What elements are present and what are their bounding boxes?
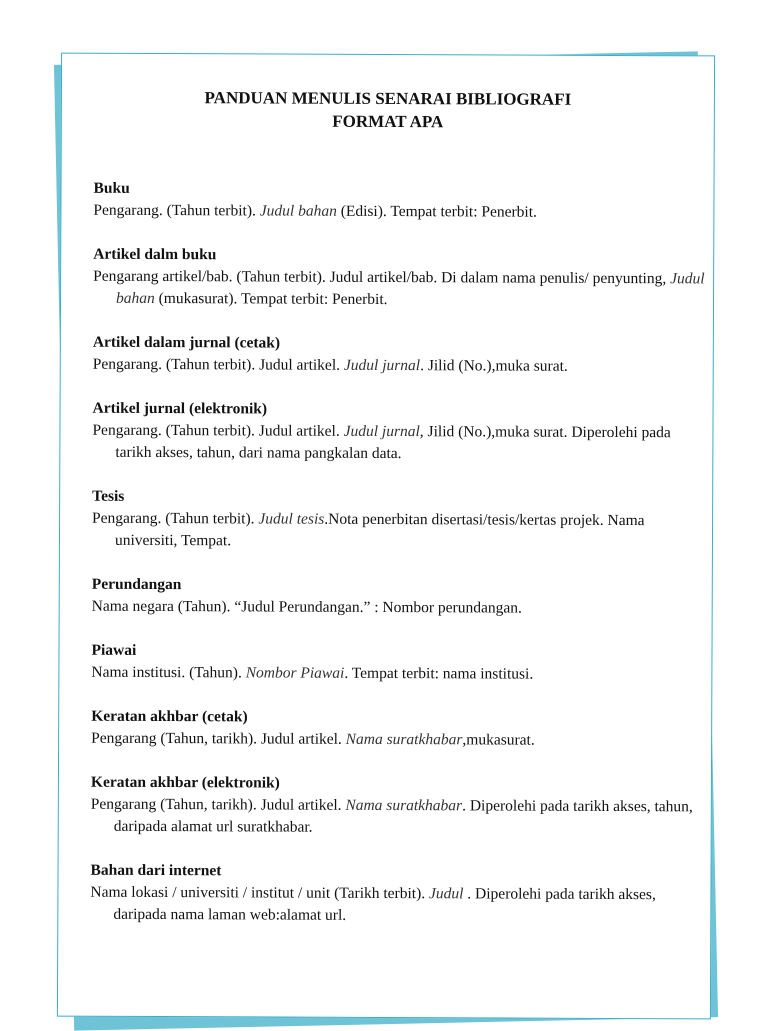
- bibliography-list: [90, 178, 705, 951]
- entry-heading: Buku: [93, 179, 130, 197]
- entry-heading: Artikel dalam jurnal (cetak): [92, 333, 281, 352]
- entry-heading: Tesis: [92, 487, 125, 505]
- title-line-2: FORMAT APA: [332, 111, 444, 132]
- entry-bahan-internet: [90, 860, 702, 929]
- entry-tesis: [92, 486, 704, 555]
- entry-heading: Piawai: [91, 641, 137, 659]
- entry-format: Nama negara (Tahun). “Judul Perundangan.” : Nombor perundangan.: [91, 597, 522, 617]
- entry-artikel-jurnal-elektronik: [92, 398, 704, 467]
- entry-heading: Bahan dari internet: [90, 861, 222, 880]
- entry-format: Pengarang (Tahun, tarikh). Judul artikel. Nama suratkhabar. Diperolehi pada tarikh akses, tahun, daripada alamat url suratkhabar.: [90, 795, 693, 836]
- document-title: [62, 86, 714, 135]
- entry-heading: Keratan akhbar (cetak): [91, 707, 248, 726]
- entry-format: Pengarang. (Tahun terbit). Judul tesis.Nota penerbitan disertasi/tesis/kertas projek. Nama universiti, Tempat.: [92, 509, 645, 550]
- entry-format: Pengarang. (Tahun terbit). Judul artikel. Judul jurnal. Jilid (No.),muka surat.: [92, 355, 568, 375]
- entry-heading: Artikel dalm buku: [93, 245, 217, 264]
- entry-artikel-jurnal-cetak: [93, 332, 705, 379]
- entry-perundangan: [92, 574, 704, 621]
- entry-heading: Perundangan: [91, 575, 182, 594]
- entry-keratan-akhbar-elektronik: [91, 772, 703, 841]
- entry-artikel-buku: [93, 244, 705, 313]
- entry-format: Nama institusi. (Tahun). Nombor Piawai. Tempat terbit: nama institusi.: [91, 663, 534, 683]
- entry-format: Pengarang. (Tahun terbit). Judul artikel. Judul jurnal, Jilid (No.),muka surat. Diperolehi pada tarikh akses, tahun, dari nama pangkalan data.: [92, 421, 671, 463]
- entry-heading: Artikel jurnal (elektronik): [92, 399, 268, 418]
- document-page: [57, 53, 715, 1020]
- entry-format: Pengarang (Tahun, tarikh). Judul artikel. Nama suratkhabar,mukasurat.: [91, 729, 535, 749]
- entry-keratan-akhbar-cetak: [91, 706, 703, 753]
- entry-heading: Keratan akhbar (elektronik): [90, 773, 280, 792]
- entry-buku: [93, 178, 705, 225]
- title-line-1: PANDUAN MENULIS SENARAI BIBLIOGRAFI: [204, 88, 572, 109]
- entry-piawai: [91, 640, 703, 687]
- entry-format: Pengarang artikel/bab. (Tahun terbit). Judul artikel/bab. Di dalam nama penulis/ penyunting, Judul bahan (mukasurat). Tempat terbit: Penerbit.: [93, 267, 705, 309]
- entry-format: Pengarang. (Tahun terbit). Judul bahan (Edisi). Tempat terbit: Penerbit.: [93, 201, 537, 221]
- entry-format: Nama lokasi / universiti / institut / unit (Tarikh terbit). Judul . Diperolehi pada tarikh akses, daripada nama laman web:alamat url.: [90, 883, 656, 924]
